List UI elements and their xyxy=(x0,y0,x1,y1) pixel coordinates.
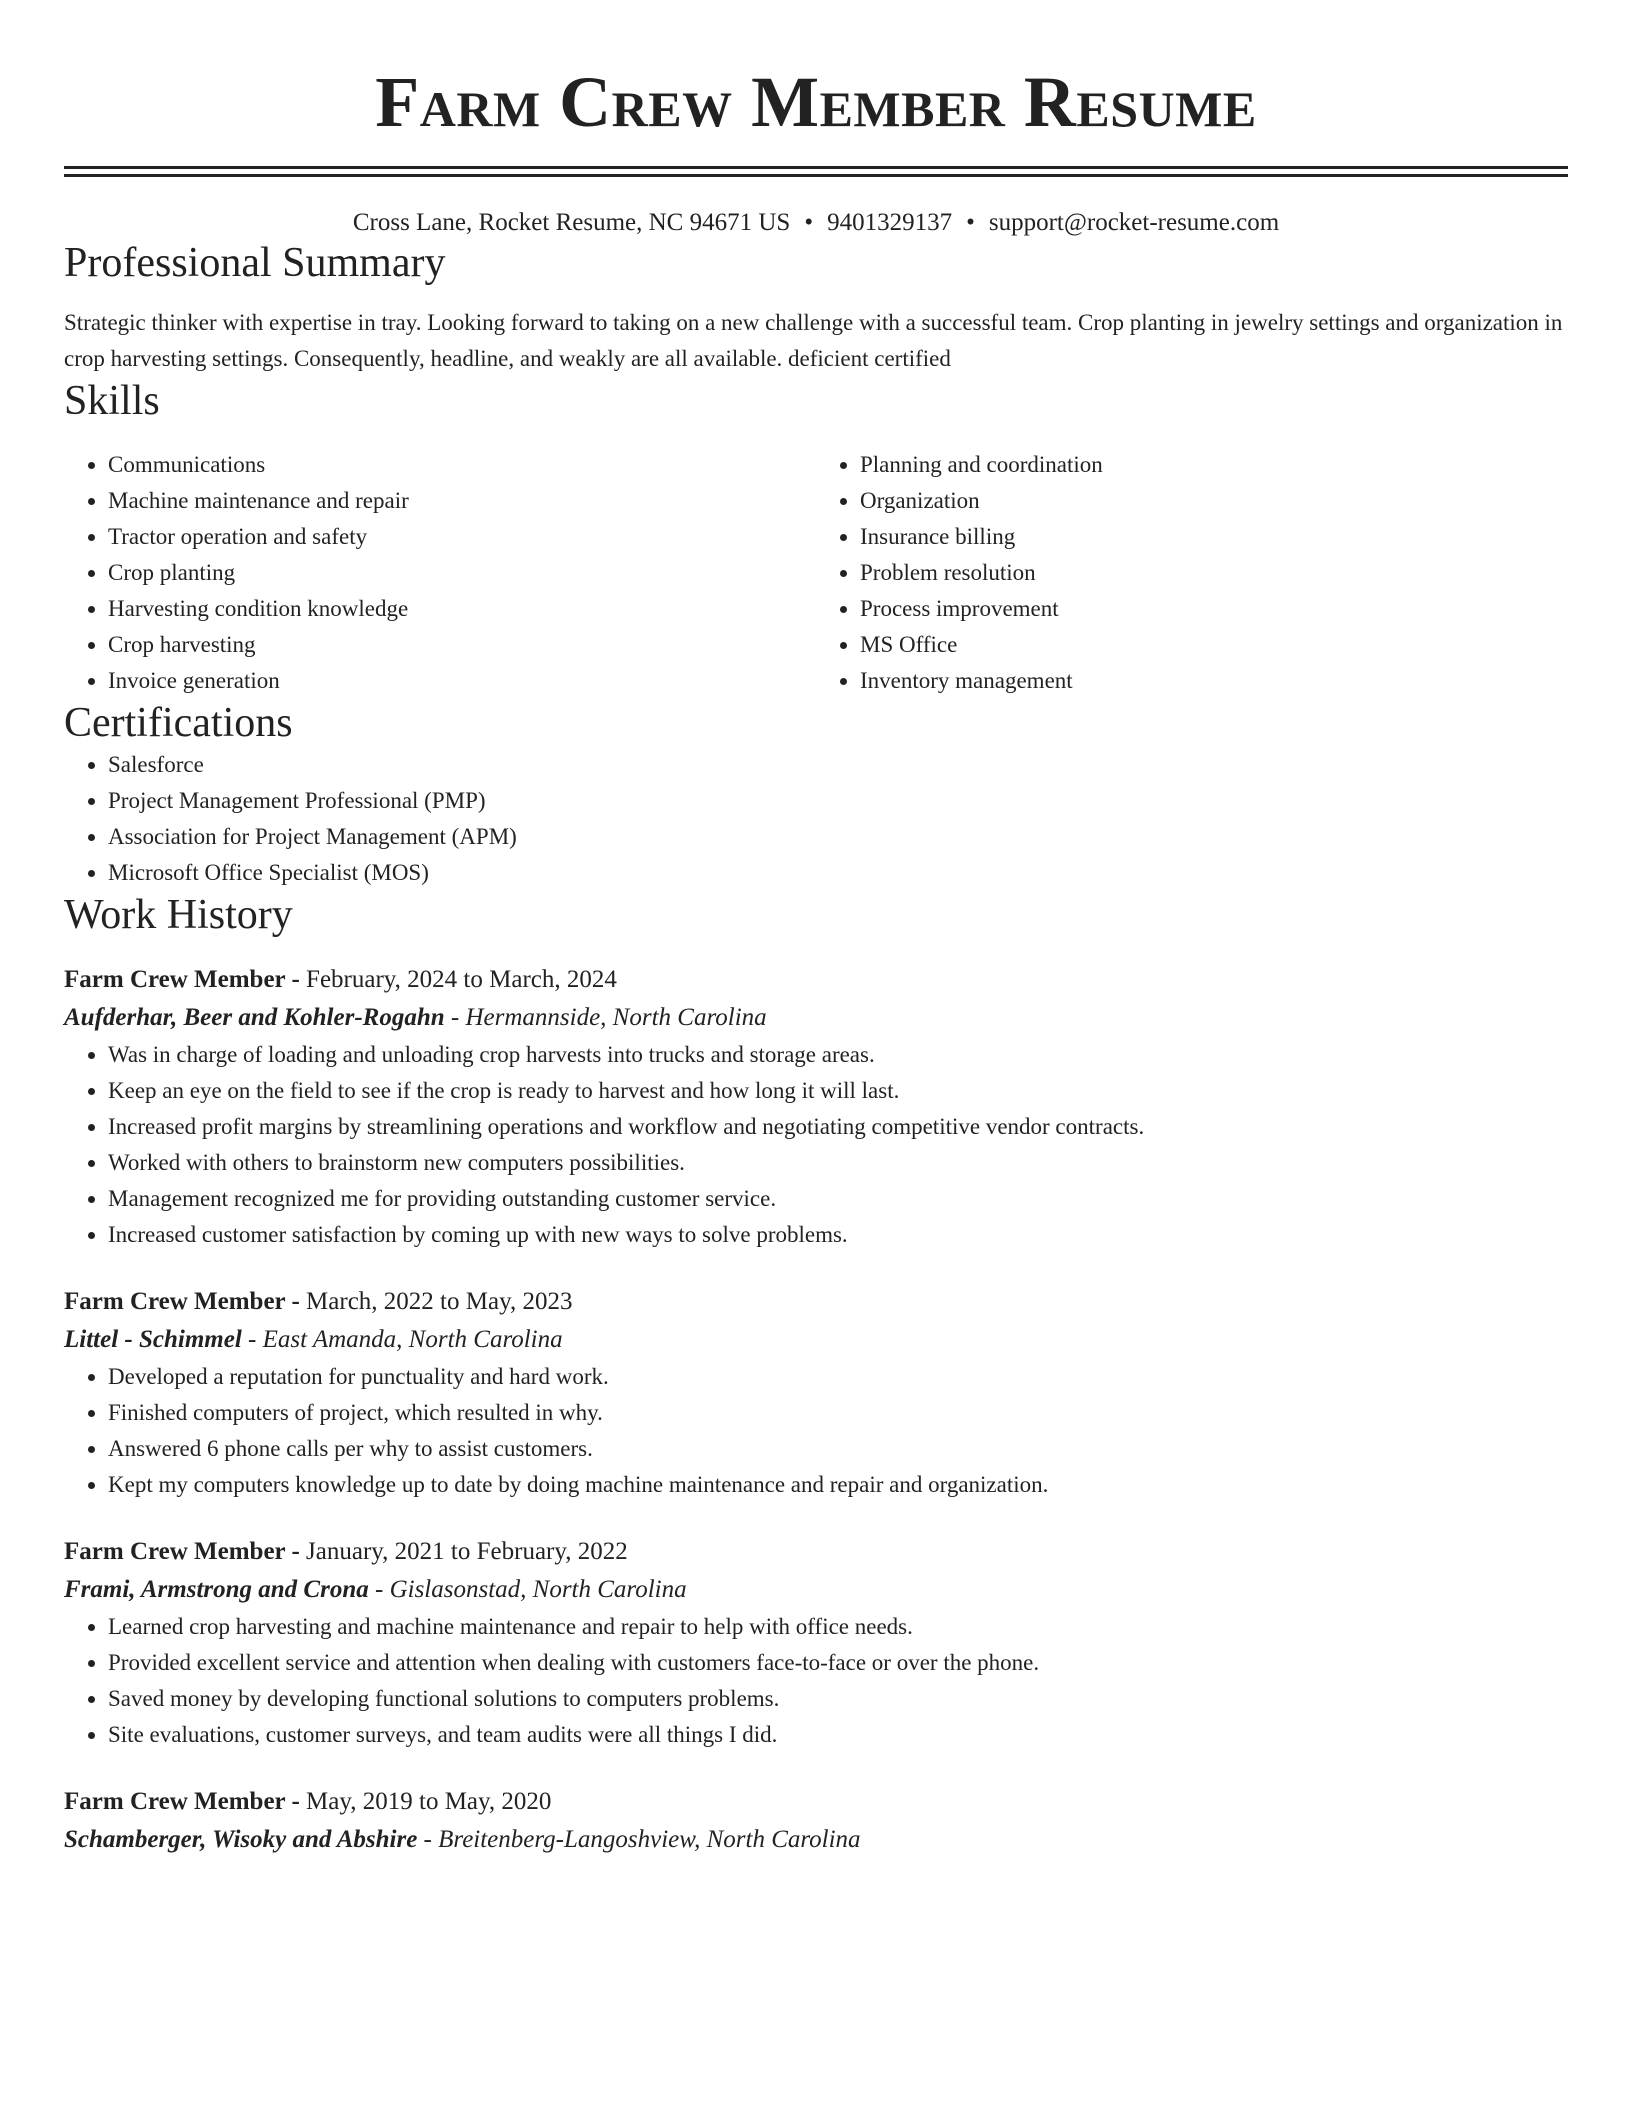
skill-item: • Planning and coordination xyxy=(860,447,1568,483)
skill-item: • Process improvement xyxy=(860,591,1568,627)
job-duty: • Site evaluations, customer surveys, and team audits were all things I did. xyxy=(108,1717,1568,1753)
skill-item: • Crop planting xyxy=(108,555,816,591)
contact-separator: • xyxy=(804,209,814,236)
company-line xyxy=(64,1821,1568,1859)
skill-item: • Insurance billing xyxy=(860,519,1568,555)
job-entry xyxy=(64,1533,1568,1753)
certification-item: • Association for Project Management (APM) xyxy=(108,819,1568,855)
contact-email: support@rocket-resume.com xyxy=(988,209,1280,236)
certifications-section xyxy=(64,699,1568,891)
skills-list-left xyxy=(64,447,816,699)
company-dash: - xyxy=(417,1826,439,1853)
job-dash: - xyxy=(285,1788,307,1815)
company-line xyxy=(64,999,1568,1037)
job-title-line xyxy=(64,1283,1568,1321)
job-duty: • Keep an eye on the field to see if the crop is ready to harvest and how long it will last. xyxy=(108,1073,1568,1109)
contact-line xyxy=(64,207,1568,239)
job-duty: • Developed a reputation for punctuality and hard work. xyxy=(108,1359,1568,1395)
skill-item: • Invoice generation xyxy=(108,663,816,699)
certifications-heading: Certifications xyxy=(64,700,293,746)
job-duty: • Increased customer satisfaction by coming up with new ways to solve problems. xyxy=(108,1217,1568,1253)
job-dash: - xyxy=(285,1538,307,1565)
company-name: Littel - Schimmel xyxy=(64,1326,242,1353)
job-duty: • Saved money by developing functional solutions to computers problems. xyxy=(108,1681,1568,1717)
job-duty: • Worked with others to brainstorm new computers possibilities. xyxy=(108,1145,1568,1181)
job-title: Farm Crew Member xyxy=(64,966,286,993)
job-duties-list xyxy=(64,1037,1568,1253)
job-duty: • Provided excellent service and attention when dealing with customers face-to-face or over the phone. xyxy=(108,1645,1568,1681)
job-title: Farm Crew Member xyxy=(64,1538,286,1565)
title-double-rule xyxy=(64,166,1568,177)
job-title-line xyxy=(64,961,1568,999)
company-line xyxy=(64,1571,1568,1609)
contact-address: Cross Lane, Rocket Resume, NC 94671 US xyxy=(352,209,791,236)
skills-grid xyxy=(64,447,1568,699)
skill-item: • Tractor operation and safety xyxy=(108,519,816,555)
skills-list-right xyxy=(816,447,1568,699)
job-dates: January, 2021 to February, 2022 xyxy=(306,1538,628,1565)
company-name: Frami, Armstrong and Crona xyxy=(64,1576,369,1603)
skill-item: • Problem resolution xyxy=(860,555,1568,591)
job-duties-list xyxy=(64,1359,1568,1503)
summary-section xyxy=(64,239,1568,377)
job-title-line xyxy=(64,1783,1568,1821)
job-title: Farm Crew Member xyxy=(64,1288,286,1315)
job-duty: • Was in charge of loading and unloading crop harvests into trucks and storage areas. xyxy=(108,1037,1568,1073)
skill-item: • MS Office xyxy=(860,627,1568,663)
company-location: Gislasonstad, North Carolina xyxy=(389,1576,687,1603)
job-dates: May, 2019 to May, 2020 xyxy=(306,1788,552,1815)
work-history-heading: Work History xyxy=(64,892,293,938)
contact-phone: 9401329137 xyxy=(827,209,953,236)
skills-column-left xyxy=(64,447,816,699)
company-name: Schamberger, Wisoky and Abshire xyxy=(64,1826,418,1853)
skills-column-right xyxy=(816,447,1568,699)
skill-item: • Machine maintenance and repair xyxy=(108,483,816,519)
job-duty: • Kept my computers knowledge up to date by doing machine maintenance and repair and organization. xyxy=(108,1467,1568,1503)
skill-item: • Organization xyxy=(860,483,1568,519)
skill-item: • Harvesting condition knowledge xyxy=(108,591,816,627)
certification-item: • Salesforce xyxy=(108,747,1568,783)
skill-item: • Communications xyxy=(108,447,816,483)
company-dash: - xyxy=(368,1576,390,1603)
company-dash: - xyxy=(241,1326,263,1353)
company-location: Hermannside, North Carolina xyxy=(465,1004,767,1031)
job-duty: • Answered 6 phone calls per why to assist customers. xyxy=(108,1431,1568,1467)
skill-item: • Inventory management xyxy=(860,663,1568,699)
summary-text: Strategic thinker with expertise in tray. Looking forward to taking on a new challenge with a successful team. Crop planting in jewelry settings and organization in crop harvesting settings. Consequently, headline, and weakly are all available. deficient certified xyxy=(64,310,1563,371)
job-duty: • Increased profit margins by streamlining operations and workflow and negotiating competitive vendor contracts. xyxy=(108,1109,1568,1145)
company-dash: - xyxy=(444,1004,466,1031)
contact-separator: • xyxy=(966,209,975,236)
company-location: East Amanda, North Carolina xyxy=(262,1326,563,1353)
company-name: Aufderhar, Beer and Kohler-Rogahn xyxy=(64,1004,445,1031)
skill-item: • Crop harvesting xyxy=(108,627,816,663)
job-entry xyxy=(64,1283,1568,1503)
job-title-line xyxy=(64,1533,1568,1571)
company-line xyxy=(64,1321,1568,1359)
job-dash: - xyxy=(285,966,307,993)
certification-item: • Microsoft Office Specialist (MOS) xyxy=(108,855,1568,891)
job-duty: • Finished computers of project, which resulted in why. xyxy=(108,1395,1568,1431)
job-dates: March, 2022 to May, 2023 xyxy=(306,1288,573,1315)
resume-title: Farm Crew Member Resume xyxy=(375,62,1257,142)
certifications-list xyxy=(64,747,1568,891)
job-dash: - xyxy=(285,1288,307,1315)
certification-item: • Project Management Professional (PMP) xyxy=(108,783,1568,819)
job-title: Farm Crew Member xyxy=(64,1788,286,1815)
skills-heading: Skills xyxy=(64,378,160,424)
job-entry xyxy=(64,1783,1568,1859)
skills-section xyxy=(64,377,1568,699)
job-dates: February, 2024 to March, 2024 xyxy=(306,966,617,993)
summary-heading: Professional Summary xyxy=(64,240,446,286)
work-history-section xyxy=(64,891,1568,1859)
job-entry xyxy=(64,961,1568,1253)
job-duty: • Learned crop harvesting and machine maintenance and repair to help with office needs. xyxy=(108,1609,1568,1645)
job-duties-list xyxy=(64,1609,1568,1753)
job-duty: • Management recognized me for providing outstanding customer service. xyxy=(108,1181,1568,1217)
company-location: Breitenberg-Langoshview, North Carolina xyxy=(438,1826,861,1853)
